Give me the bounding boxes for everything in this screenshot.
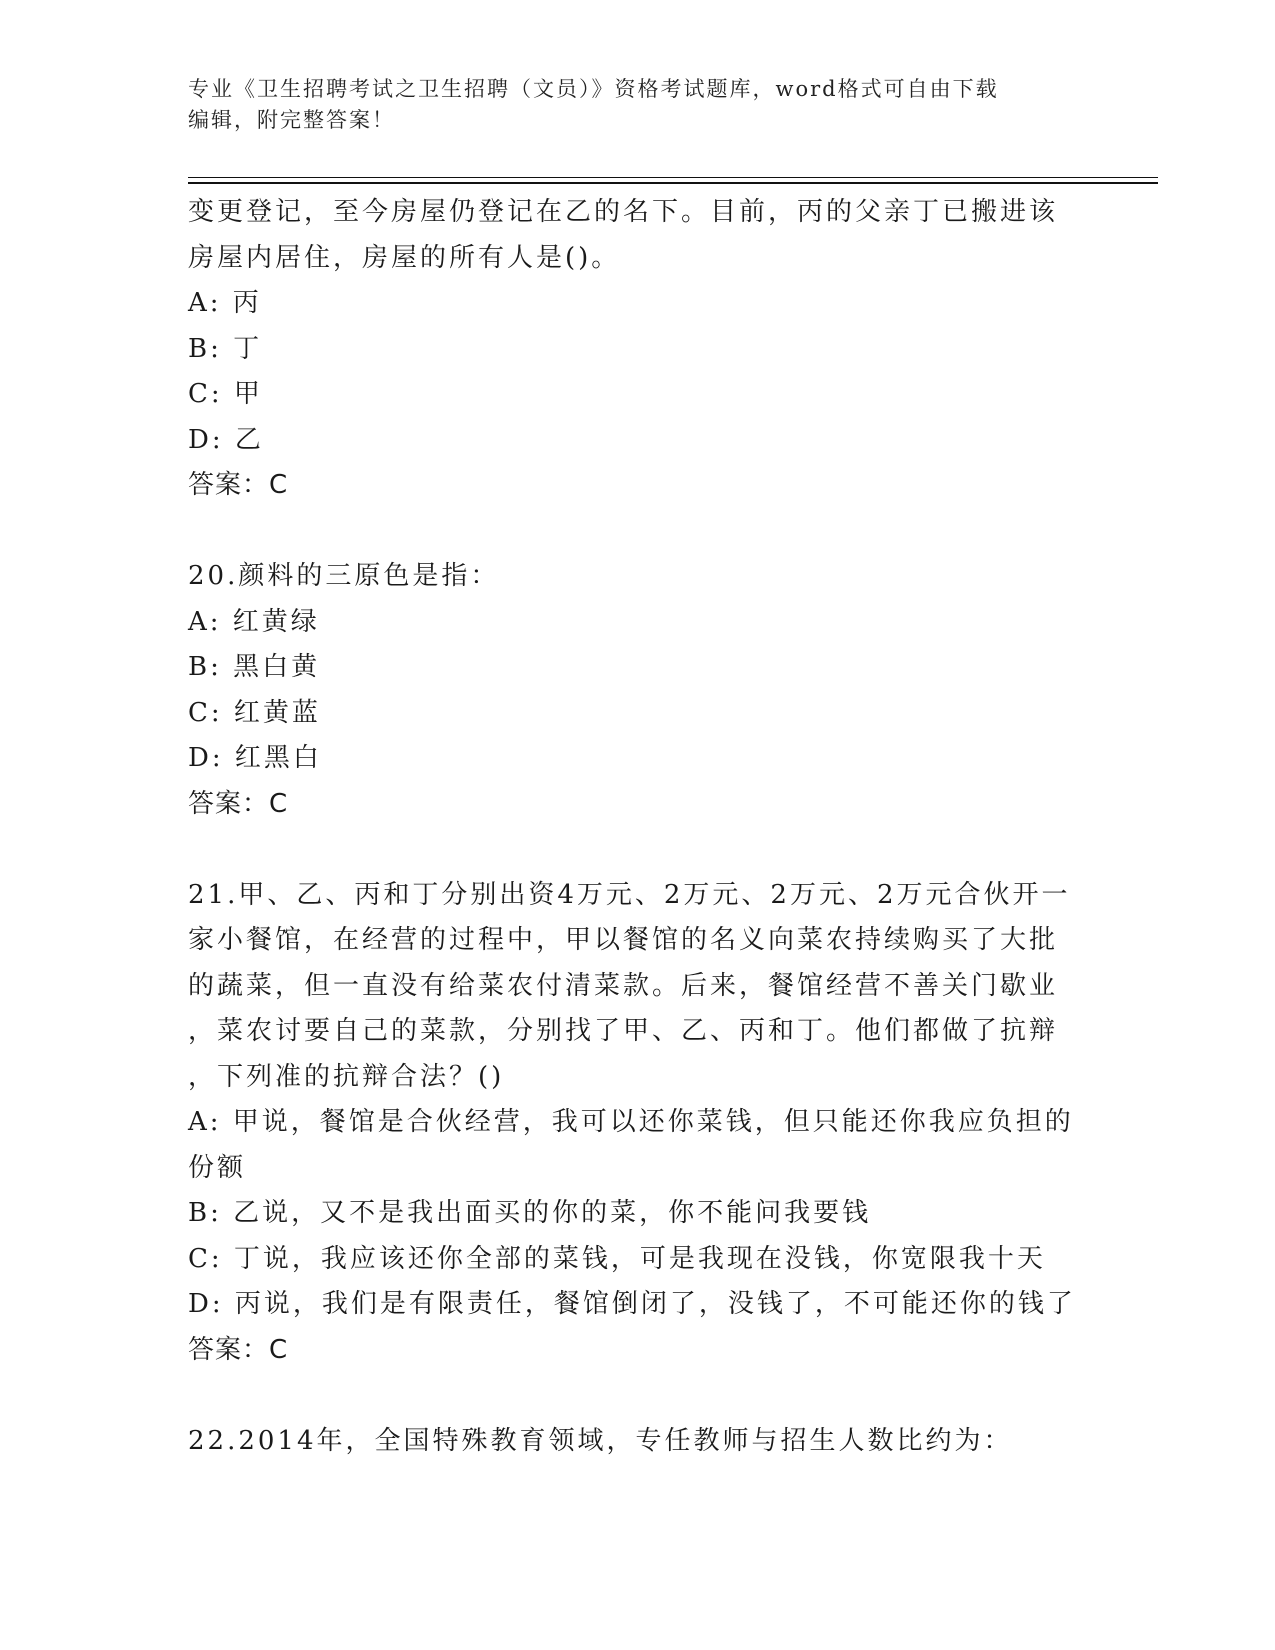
answer-line: 答案：C [188,470,289,500]
question-stem-line: 21.甲、乙、丙和丁分别出资4万元、2万元、2万元、2万元合伙开一 [188,879,1071,910]
option-a-continued: 份额 [188,1152,247,1183]
option-c: C: 红黄蓝 [188,697,321,728]
header-line-2: 编辑，附完整答案！ [188,108,395,132]
page-header [188,74,1088,136]
header-divider-thick [188,182,1158,184]
option-c: C: 丁说，我应该还你全部的菜钱，可是我现在没钱，你宽限我十天 [188,1243,1046,1274]
option-b: B: 丁 [188,333,263,364]
question-stem-line: 的蔬菜，但一直没有给菜农付清菜款。后来，餐馆经营不善关门歇业 [188,970,1059,1001]
question-21 [188,873,1088,1374]
question-stem-line: ，下列准的抗辩合法？() [188,1061,505,1092]
question-list [188,190,1088,1464]
question-stem-line: 家小餐馆，在经营的过程中，甲以餐馆的名义向菜农持续购买了大批 [188,925,1059,955]
option-a: A: 丙 [188,288,262,318]
spacer [188,1373,1088,1419]
spacer [188,509,1088,555]
option-b: B: 乙说，又不是我出面买的你的菜，你不能问我要钱 [188,1198,872,1228]
question-stem-line: 房屋内居住，房屋的所有人是()。 [188,242,621,273]
question-stem-line: ，菜农讨要自己的菜款，分别找了甲、乙、丙和丁。他们都做了抗辩 [188,1016,1059,1046]
answer-line: 答案：C [188,1334,289,1365]
question-stem-line: 变更登记，至今房屋仍登记在乙的名下。目前，丙的父亲丁已搬进该 [188,197,1059,227]
option-a: A: 红黄绿 [188,606,320,637]
question-20 [188,554,1088,827]
option-b: B: 黑白黄 [188,652,321,682]
question-22 [188,1419,1088,1465]
option-d: D: 乙 [188,424,264,455]
question-19 [188,190,1088,509]
option-d: D: 丙说，我们是有限责任，餐馆倒闭了，没钱了，不可能还你的钱了 [188,1289,1076,1319]
option-d: D: 红黑白 [188,743,322,773]
header-line-1: 专业《卫生招聘考试之卫生招聘（文员）》资格考试题库，word格式可自由下载 [188,77,999,101]
header-divider-thin [188,177,1158,178]
question-stem-line: 20.颜料的三原色是指： [188,561,500,591]
option-c: C: 甲 [188,379,263,409]
answer-line: 答案：C [188,788,289,819]
question-stem-line: 22.2014年，全国特殊教育领域，专任教师与招生人数比约为： [188,1425,1013,1456]
spacer [188,827,1088,873]
option-a: A: 甲说，餐馆是合伙经营，我可以还你菜钱，但只能还你我应负担的 [188,1107,1074,1137]
